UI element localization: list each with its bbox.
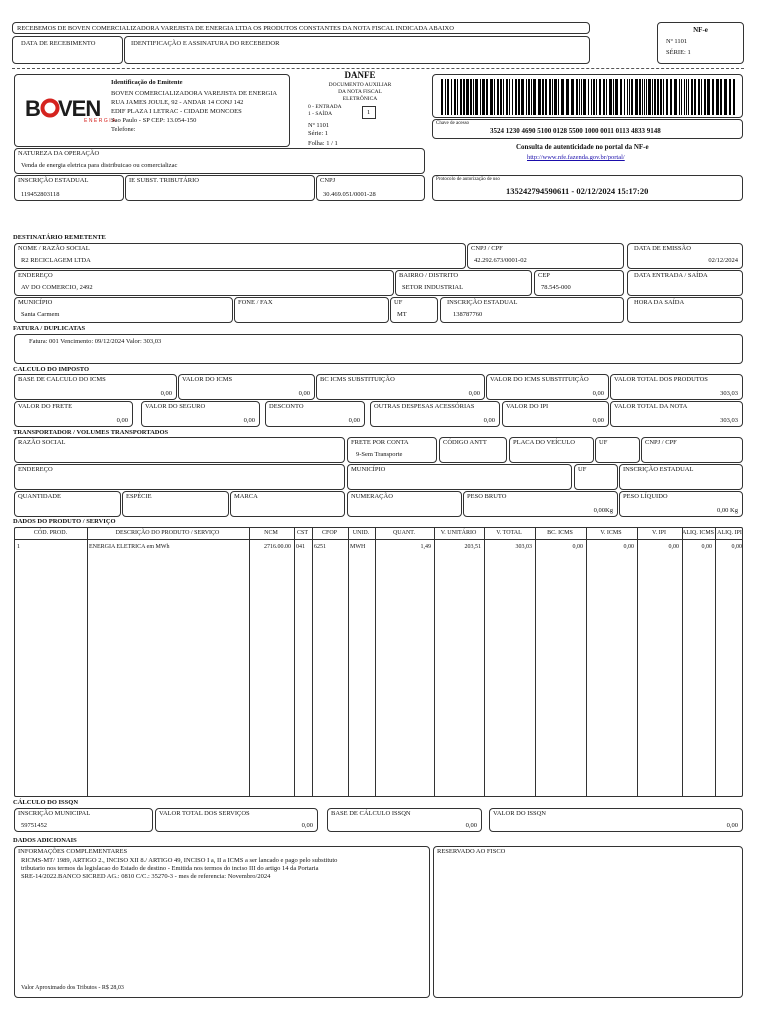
transp-marca-box [230, 491, 345, 517]
info-line-2: tributario nos termos da legislacao do Estado de destino - Emitida nos termos do inciso III do artigo 14 da Portaria [21, 865, 319, 872]
seguro-box [141, 401, 260, 427]
issqn-valor-box [489, 808, 743, 832]
identificacao-label: IDENTIFICAÇÃO E ASSINATURA DO RECEBEDOR [131, 40, 280, 47]
transp-cnpj-label: CNPJ / CPF [645, 439, 677, 446]
transp-marca-label: MARCA [234, 493, 258, 500]
transp-qtd-label: QUANTIDADE [18, 493, 61, 500]
produtos-header-cell: CST [296, 530, 308, 536]
produtos-header-cell: NCM [264, 530, 278, 536]
transp-ie-box [619, 464, 743, 490]
total-prod: 303,03 [720, 390, 738, 397]
outras-label: OUTRAS DESPESAS ACESSÓRIAS [374, 403, 475, 410]
transp-endereco-label: ENDEREÇO [18, 466, 53, 473]
nfe-numero: Nº 1101 [666, 38, 688, 45]
dest-cep: 78.545-000 [541, 284, 571, 291]
produtos-header-cell: V. UNITÁRIO [440, 530, 477, 536]
total-nota-box [610, 401, 743, 427]
ie-label: INSCRIÇÃO ESTADUAL [18, 177, 89, 184]
produtos-cell: 0,00 [623, 544, 634, 550]
transp-peso-liq-label: PESO LÍQUIDO [623, 493, 668, 500]
valor-icms: 0,00 [298, 390, 310, 397]
transp-municipio-box [347, 464, 572, 490]
ie-box [14, 175, 124, 201]
produtos-cell: 0,00 [731, 544, 742, 550]
emitente-box [14, 74, 290, 147]
produtos-header-cell: ALIQ. ICMS [682, 530, 715, 536]
icms-st: 0,00 [592, 390, 604, 397]
seguro: 0,00 [243, 417, 255, 424]
produtos-cell: MWH [350, 544, 366, 550]
dest-fone-label: FONE / FAX [238, 299, 273, 306]
dest-ie-label: INSCRIÇÃO ESTADUAL [447, 299, 518, 306]
produtos-header-cell: UNID. [352, 530, 370, 536]
emitente-city: Sao Paulo - SP CEP: 13.054-150 [111, 117, 197, 124]
total-nota: 303,03 [720, 417, 738, 424]
transp-razao-box [14, 437, 345, 463]
dest-municipio-label: MUNICÍPIO [18, 299, 53, 306]
produtos-cell: 203,51 [464, 544, 481, 550]
dest-emissao-label: DATA DE EMISSÃO [634, 245, 691, 252]
transp-placa-label: PLACA DO VEÍCULO [513, 439, 575, 446]
danfe-saida: 1 - SAÍDA [308, 111, 333, 117]
dest-endereco: AV DO COMERCIO, 2492 [21, 284, 93, 291]
dest-endereco-label: ENDEREÇO [18, 272, 53, 279]
transp-razao-label: RAZÃO SOCIAL [18, 439, 66, 446]
total-prod-label: VALOR TOTAL DOS PRODUTOS [614, 376, 708, 383]
base-icms-label: BASE DE CALCULO DO ICMS [18, 376, 106, 383]
danfe-tipo-box [362, 106, 376, 119]
dest-fone-box [234, 297, 389, 323]
reservado-fisco-box [433, 846, 743, 998]
issqn-servicos: 0,00 [301, 822, 313, 829]
transp-uf2-label: UF [578, 466, 587, 473]
protocolo-label: Protocolo de autorização de uso [436, 177, 500, 182]
produtos-body [15, 528, 742, 796]
info-tributos: Valor Aproximado dos Tributos - R$ 28,03 [21, 985, 124, 991]
produtos-header-cell: DESCRIÇÃO DO PRODUTO / SERVIÇO [115, 530, 220, 536]
danfe-folha: Folha: 1 / 1 [308, 140, 338, 147]
dest-cnpj-box [467, 243, 624, 269]
portal-link[interactable]: http://www.nfe.fazenda.gov.br/portal/ [527, 154, 625, 161]
dest-endereco-box [14, 270, 394, 296]
dest-uf-box [390, 297, 438, 323]
dest-ie: 138787760 [453, 311, 483, 318]
canhoto-header [12, 22, 590, 34]
produtos-header-cell: V. TOTAL [496, 530, 522, 536]
dest-hora-label: HORA DA SAÍDA [634, 299, 685, 306]
emitente-heading: Identificação do Emitente [111, 79, 183, 86]
info-line-3: SRE-14/2022.BANCO SICRED AG.: 0810 C/C.: 35270-3 - mes de referencia: Novembro/2024 [21, 873, 271, 880]
danfe-line1: DOCUMENTO AUXILIAR [328, 82, 392, 88]
dest-cnpj: 42.292.673/0001-02 [474, 257, 527, 264]
chave-value: 3524 1230 4690 5100 0128 5500 1000 0011 0113 4833 9148 [490, 127, 661, 135]
transp-frete-label: FRETE POR CONTA [351, 439, 409, 446]
transp-uf2-box [574, 464, 618, 490]
ipi-label: VALOR DO IPI [506, 403, 549, 410]
issqn-servicos-box [155, 808, 318, 832]
ie-st-box [125, 175, 315, 201]
svg-text:B: B [25, 96, 40, 121]
dest-bairro-box [395, 270, 532, 296]
produtos-header-cell: BC. ICMS [547, 530, 573, 536]
fatura-text: Fatura: 001 Vencimento: 09/12/2024 Valor: 303,03 [29, 338, 162, 345]
danfe-serie: Série: 1 [308, 130, 329, 137]
base-icms-box [14, 374, 177, 400]
info-complementares-box [14, 846, 430, 998]
dest-nome-label: NOME / RAZÃO SOCIAL [18, 245, 90, 252]
transp-especie-label: ESPÉCIE [126, 493, 152, 500]
protocolo-box [432, 175, 743, 201]
dest-bairro: SETOR INDUSTRIAL [402, 284, 464, 291]
chave-label: Chave de acesso [436, 121, 470, 126]
transp-especie-box [122, 491, 229, 517]
cnpj-emitente-label: CNPJ [320, 177, 336, 184]
desconto-box [265, 401, 365, 427]
produtos-header-cell: V. ICMS [600, 530, 622, 536]
info-label: INFORMAÇÕES COMPLEMENTARES [18, 848, 128, 855]
imposto-section: CALCULO DO IMPOSTO [13, 366, 90, 373]
transp-peso-bruto-label: PESO BRUTO [467, 493, 507, 500]
frete-label: VALOR DO FRETE [18, 403, 73, 410]
danfe-entrada: 0 - ENTRADA [308, 104, 342, 110]
issqn-base-label: BASE DE CÁLCULO ISSQN [331, 810, 411, 817]
adicionais-section: DADOS ADICIONAIS [13, 837, 77, 844]
produtos-cell: 1,49 [420, 544, 431, 550]
issqn-section: CÁLCULO DO ISSQN [13, 799, 79, 806]
issqn-im: 59751452 [21, 822, 47, 829]
transp-peso-liq-box [619, 491, 743, 517]
desconto: 0,00 [348, 417, 360, 424]
emitente-logo [25, 95, 119, 129]
produtos-header-cell: CÓD. PROD. [33, 530, 68, 536]
produtos-cell: 1 [17, 544, 20, 550]
consulta-text: Consulta de autenticidade no portal da NF-e [516, 143, 649, 151]
cnpj-emitente-value: 30.469.051/0001-28 [323, 191, 376, 198]
natureza-box [14, 148, 425, 174]
nfe-box [657, 22, 744, 64]
produtos-cell: ENERGIA ELETRICA em MWh [89, 544, 170, 550]
outras: 0,00 [483, 417, 495, 424]
frete: 0,00 [116, 417, 128, 424]
icms-st-label: VALOR DO ICMS SUBSTITUIÇÃO [490, 376, 589, 383]
danfe-line3: ELETRÔNICA [342, 96, 378, 102]
produtos-cell: 0,00 [701, 544, 712, 550]
dest-hora-box [627, 297, 743, 323]
bc-st: 0,00 [468, 390, 480, 397]
nfe-title: NF-e [693, 26, 708, 34]
ie-st-label: IE SUBST. TRIBUTÁRIO [129, 177, 199, 184]
outras-box [370, 401, 500, 427]
transp-antt-label: CÓDIGO ANTT [443, 439, 487, 446]
barcode-icon [441, 79, 737, 115]
produtos-cell: 2716.00.00 [264, 544, 291, 550]
dest-nome: R2 RECICLAGEM LTDA [21, 257, 91, 264]
dest-bairro-label: BAIRRO / DISTRITO [399, 272, 459, 279]
transp-peso-bruto: 0,00Kg [593, 507, 613, 514]
produtos-header-cell: QUANT. [392, 530, 416, 536]
issqn-base: 0,00 [465, 822, 477, 829]
dest-cep-box [534, 270, 624, 296]
issqn-im-label: INSCRIÇÃO MUNICIPAL [18, 810, 91, 817]
dest-cnpj-label: CNPJ / CPF [471, 245, 503, 252]
bc-st-box [316, 374, 485, 400]
dest-municipio: Santa Carmem [21, 311, 60, 318]
emitente-address1: RUA JAMES JOULE, 92 - ANDAR 14 CONJ 142 [111, 99, 244, 106]
transp-uf-label: UF [599, 439, 608, 446]
dest-entrada-label: DATA ENTRADA / SAÍDA [634, 272, 708, 279]
nfe-serie: SÉRIE: 1 [666, 49, 691, 56]
transp-municipio-label: MUNICÍPIO [351, 466, 386, 473]
base-icms: 0,00 [160, 390, 172, 397]
dest-entrada-box [627, 270, 743, 296]
dest-uf: MT [397, 311, 407, 318]
fatura-section: FATURA / DUPLICATAS [13, 325, 86, 332]
total-prod-box [610, 374, 743, 400]
transp-placa-box [509, 437, 594, 463]
dest-emissao: 02/12/2024 [708, 257, 738, 264]
dest-municipio-box [14, 297, 233, 323]
danfe-line2: DA NOTA FISCAL [338, 89, 382, 95]
valor-icms-box [178, 374, 315, 400]
danfe-title: DANFE [344, 70, 376, 80]
danfe-tipo: 1 [367, 109, 371, 116]
destinatario-section: DESTINATÁRIO REMETENTE [13, 234, 106, 241]
produtos-section: DADOS DO PRODUTO / SERVIÇO [13, 518, 116, 525]
dest-ie-box [440, 297, 624, 323]
produtos-cell: 0,00 [572, 544, 583, 550]
danfe-block [292, 68, 428, 148]
produtos-header-cell: CFOP [321, 530, 337, 536]
produtos-cell: 0,00 [668, 544, 679, 550]
produtos-header-cell: ALIQ. IPI [717, 530, 742, 536]
seguro-label: VALOR DO SEGURO [145, 403, 206, 410]
natureza-value: Venda de energia eletrica para distribuicao ou comercializac [21, 162, 178, 169]
desconto-label: DESCONTO [269, 403, 304, 410]
transp-peso-bruto-box [463, 491, 618, 517]
transp-endereco-box [14, 464, 345, 490]
dest-cep-label: CEP [538, 272, 550, 279]
fisco-label: RESERVADO AO FISCO [437, 848, 506, 855]
produtos-header-cell: V. IPI [652, 530, 666, 536]
emitente-phone: Telefone: [111, 126, 136, 133]
emitente-address2: EDIF PLAZA I LETRAC - CIDADE MONCOES [111, 108, 242, 115]
emitente-name: BOVEN COMERCIALIZADORA VAREJISTA DE ENERGIA [111, 90, 278, 97]
ipi-box [502, 401, 609, 427]
danfe-numero: Nº 1101 [308, 122, 330, 129]
canhoto-identificacao [124, 36, 590, 64]
svg-text:VEN: VEN [58, 96, 101, 121]
transp-numeracao-box [347, 491, 462, 517]
transp-numeracao-label: NUMERAÇÃO [351, 493, 393, 500]
produtos-cell: 041 [296, 544, 305, 550]
produtos-cell: 303,03 [515, 544, 532, 550]
issqn-im-box [14, 808, 153, 832]
transp-cnpj-box [641, 437, 743, 463]
transp-frete: 9-Sem Transporte [356, 451, 403, 458]
produtos-cell: 6251 [314, 544, 326, 550]
natureza-label: NATUREZA DA OPERAÇÃO [18, 150, 100, 157]
transp-frete-box [347, 437, 437, 463]
fatura-box [14, 334, 743, 364]
transp-antt-box [439, 437, 507, 463]
issqn-base-box [327, 808, 482, 832]
barcode-box [432, 74, 743, 118]
info-line-1: RICMS-MT/ 1989, ARTIGO 2., INCISO XII 8./ ARTIGO 49, INCISO I a, II a ICMS a ser lancado e pago pelo substituto [21, 857, 338, 864]
dest-emissao-box [627, 243, 743, 269]
protocolo-value: 135242794590611 - 02/12/2024 15:17:20 [506, 186, 649, 196]
icms-st-box [486, 374, 609, 400]
cnpj-emitente-box [316, 175, 425, 201]
data-recebimento-label: DATA DE RECEBIMENTO [21, 40, 96, 47]
dest-nome-box [14, 243, 466, 269]
transp-peso-liq: 0,00 Kg [717, 507, 738, 514]
chave-acesso-box [432, 119, 743, 139]
issqn-servicos-label: VALOR TOTAL DOS SERVIÇOS [159, 810, 250, 817]
transp-ie-label: INSCRIÇÃO ESTADUAL [623, 466, 694, 473]
ie-value: 119452803118 [21, 191, 60, 198]
transp-uf-box [595, 437, 640, 463]
produtos-table [14, 527, 743, 797]
total-nota-label: VALOR TOTAL DA NOTA [614, 403, 688, 410]
issqn-valor-label: VALOR DO ISSQN [493, 810, 546, 817]
bc-st-label: BC ICMS SUBSTITUIÇÃO [320, 376, 395, 383]
issqn-valor: 0,00 [726, 822, 738, 829]
ipi: 0,00 [592, 417, 604, 424]
dest-uf-label: UF [394, 299, 403, 306]
valor-icms-label: VALOR DO ICMS [182, 376, 233, 383]
transp-qtd-box [14, 491, 121, 517]
transportador-section: TRANSPORTADOR / VOLUMES TRANSPORTADOS [13, 429, 169, 436]
canhoto-data-recebimento [12, 36, 123, 64]
canhoto-text: RECEBEMOS DE BOVEN COMERCIALIZADORA VAREJISTA DE ENERGIA LTDA OS PRODUTOS CONSTANTES DA NOTA FISCAL INDICADA ABAIXO [17, 25, 454, 32]
frete-box [14, 401, 133, 427]
logo-sub: ENERGIA [83, 118, 117, 124]
